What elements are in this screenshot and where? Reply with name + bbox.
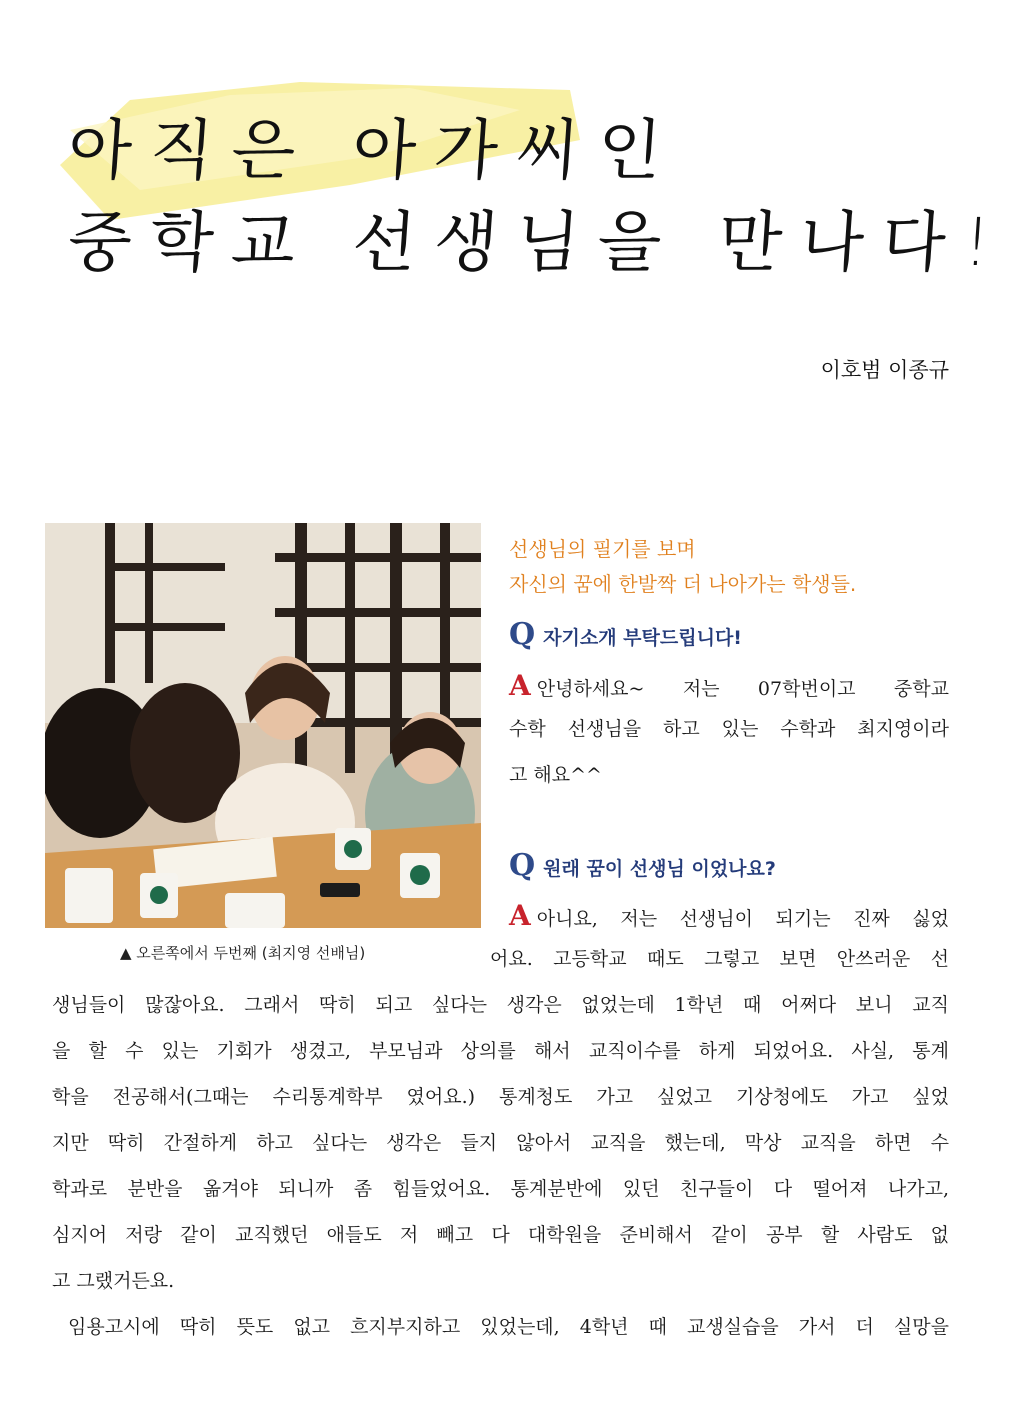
photo-caption: ▲ 오른쪽에서 두번째 (최지영 선배님) [120, 944, 366, 962]
answer-1-line-2: 수학 선생님을 하고 있는 수학과 최지영이라 [509, 718, 949, 740]
a-mark: A [509, 669, 531, 702]
body-line-5: 학과로 분반을 옮겨야 되니까 좀 힘들었어요. 통계분반에 있던 친구들이 다 떨어져 나가고, [52, 1178, 949, 1200]
a-mark: A [509, 899, 531, 932]
q-mark: Q [509, 617, 536, 652]
body-line-3: 학을 전공해서(그때는 수리통계학부 였어요.) 통계청도 가고 싶었고 기상청에도 가고 싶었 [52, 1086, 949, 1108]
subtitle-line-1: 선생님의 필기를 보며 [509, 537, 696, 561]
body-line-2: 을 할 수 있는 기회가 생겼고, 부모님과 상의를 해서 교직이수를 하게 되었어요. 사실, 통계 [52, 1040, 949, 1062]
photo [45, 523, 481, 928]
subtitle-line-2: 자신의 꿈에 한발짝 더 나아가는 학생들. [509, 572, 857, 596]
answer-1-line-3: 고 해요^^ [509, 764, 602, 786]
question-1 [509, 617, 742, 652]
answer-2-line-1: A 아니요, 저는 선생님이 되기는 진짜 싫었 [509, 899, 949, 932]
question-1-text: 자기소개 부탁드립니다! [543, 627, 742, 649]
authors: 이호범 이종규 [820, 358, 949, 382]
body-line-7: 고 그랬거든요. [52, 1270, 175, 1292]
answer-1-line-1: A 안녕하세요~ 저는 07학번이고 중학교 [509, 669, 949, 702]
title-line-1: 아직은 아가씨인 [65, 112, 683, 189]
cafe-photo-illustration [45, 523, 481, 928]
body-line-6: 심지어 저랑 같이 교직했던 애들도 저 빼고 다 대학원을 준비해서 같이 공부 할 사람도 없 [52, 1224, 949, 1246]
question-2-text: 원래 꿈이 선생님 이었나요? [543, 858, 776, 880]
title-block [50, 70, 1011, 300]
q-mark: Q [509, 848, 536, 883]
body-line-8: 임용고시에 딱히 뜻도 없고 흐지부지하고 있었는데, 4학년 때 교생실습을 가서 더 실망을 [68, 1316, 949, 1338]
body-line-4: 지만 딱히 간절하게 하고 싶다는 생각은 들지 않아서 교직을 했는데, 막상 교직을 하면 수 [52, 1132, 949, 1154]
body-line-1: 생님들이 많잖아요. 그래서 딱히 되고 싶다는 생각은 없었는데 1학년 때 어쩌다 보니 교직 [52, 994, 949, 1016]
title-line-2: 중학교 선생님을 만나다! [65, 204, 1011, 281]
answer-2-line-2: 어요. 고등학교 때도 그렇고 보면 안쓰러운 선 [490, 948, 949, 970]
question-2 [509, 848, 776, 883]
